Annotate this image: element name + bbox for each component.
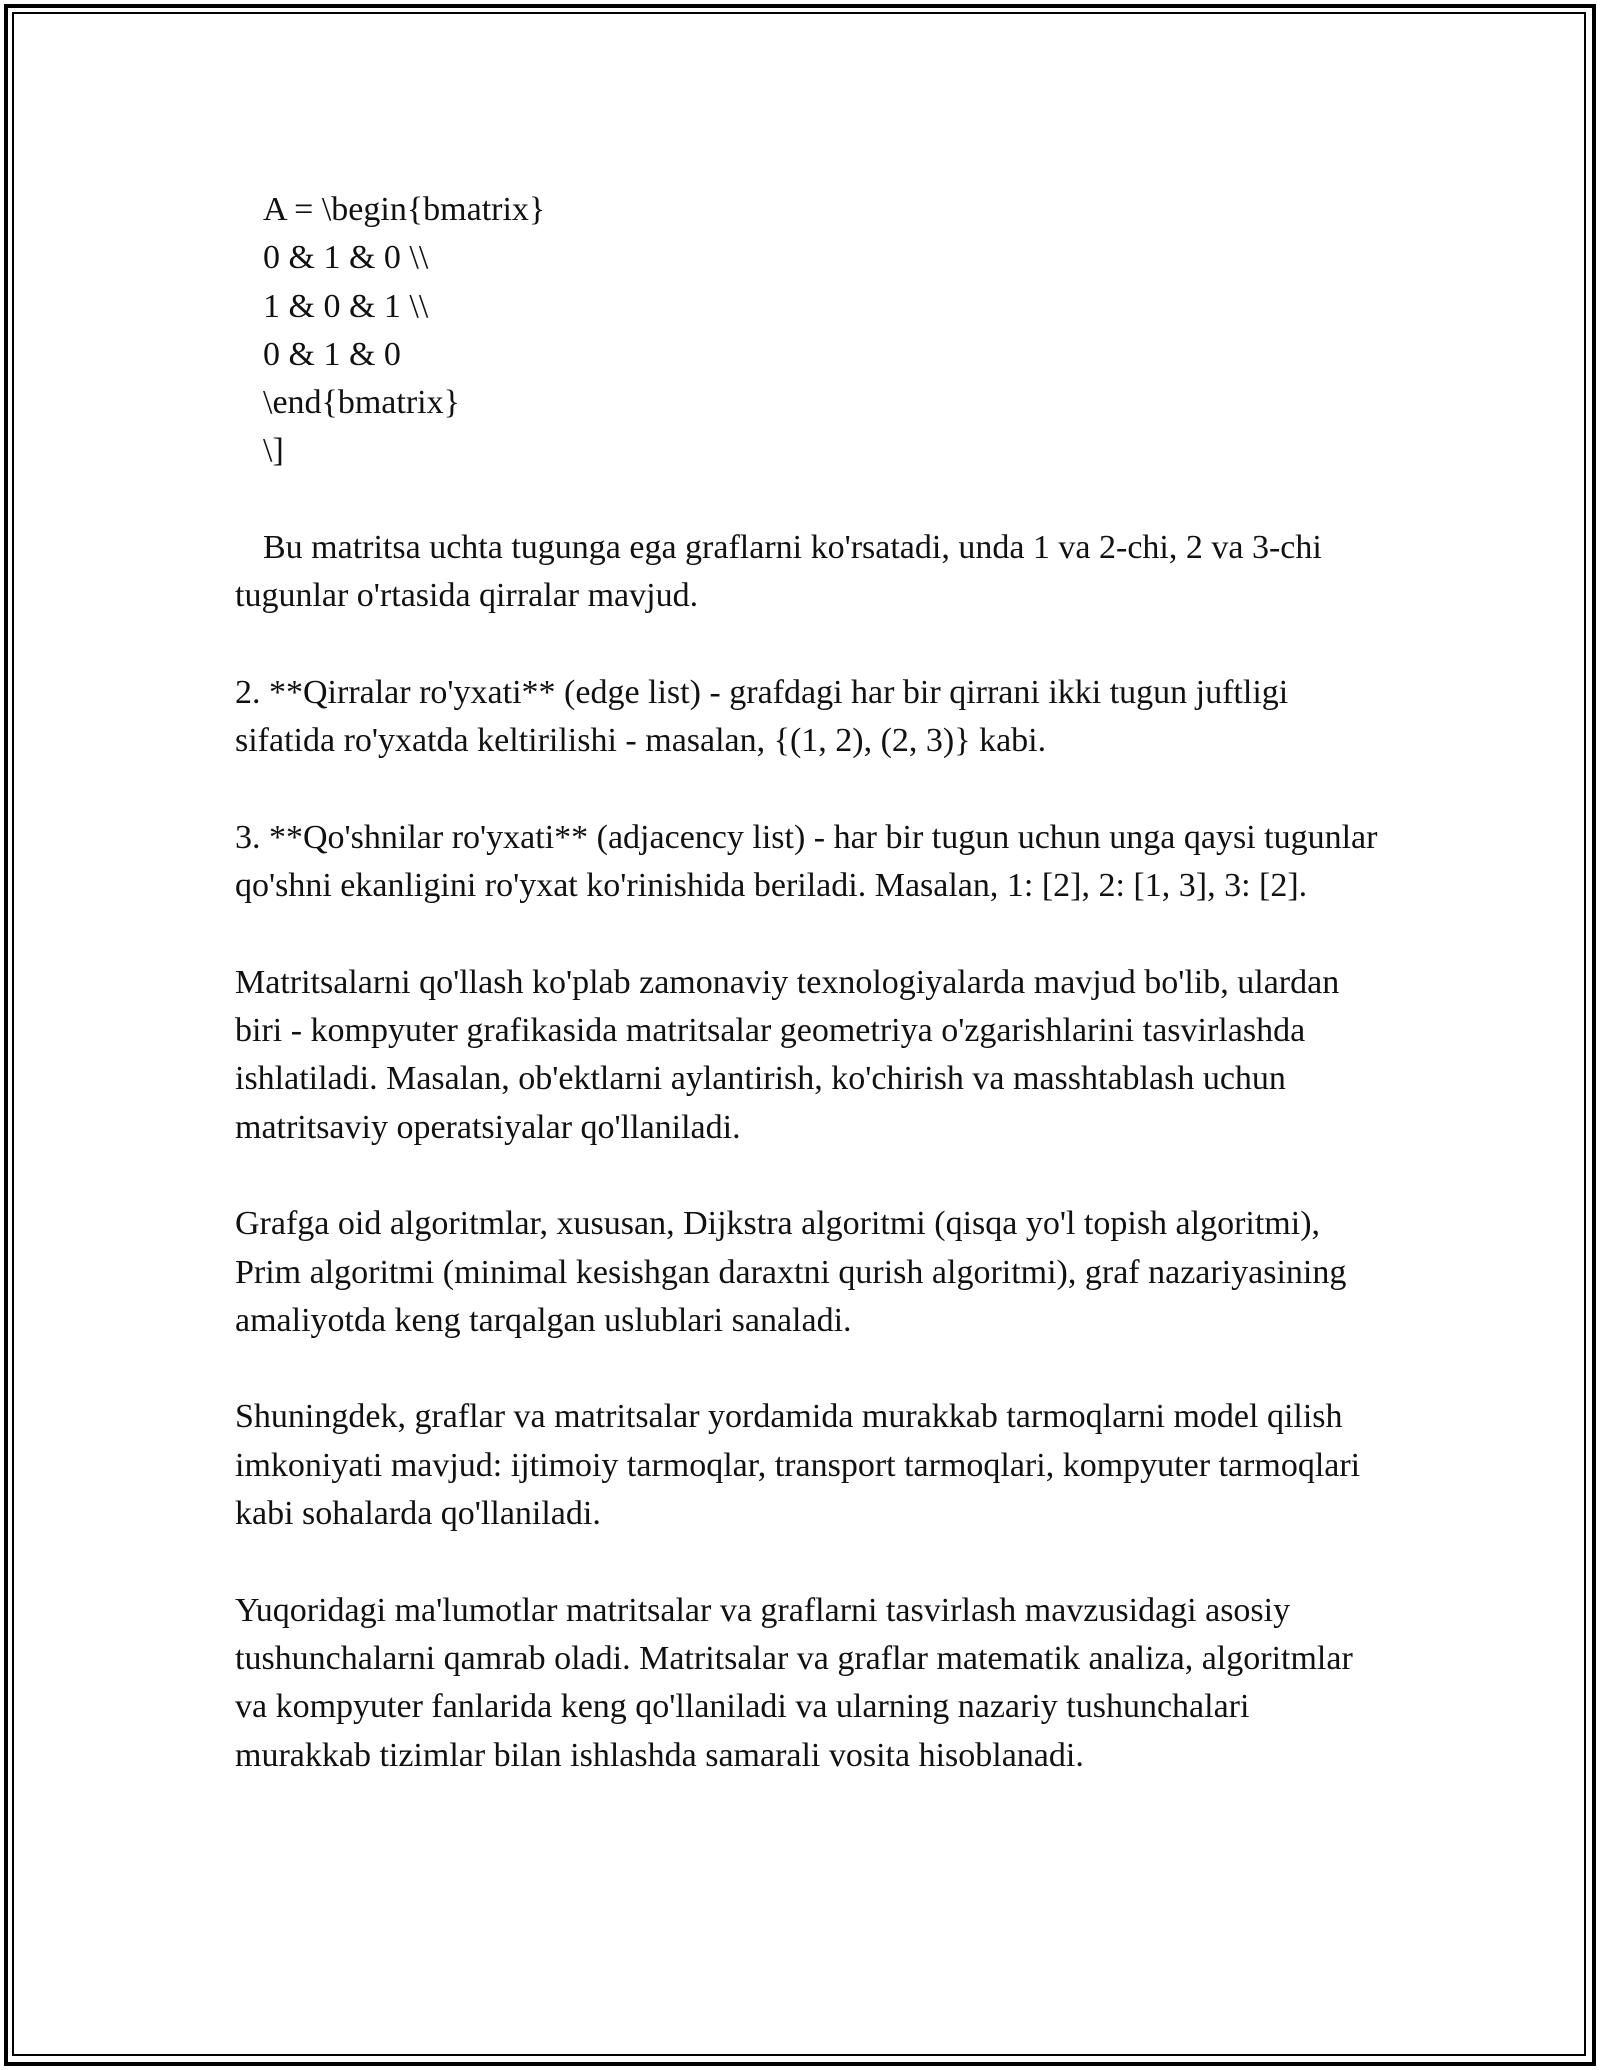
code-line: 0 & 1 & 0 <box>263 335 401 373</box>
code-line: \end{bmatrix} <box>263 384 460 422</box>
code-line: 0 & 1 & 0 \\ <box>263 239 429 277</box>
matrix-applications-paragraph: Matritsalarni qo'llash ko'plab zamonaviy texnologiyalarda mavjud bo'lib, ulardan biri - kompyuter grafikasida matritsalar geometriya o'zgarishlarini tasvirlashda ishlatiladi. Masalan, ob'ektlarni aylantirish, ko'chirish va masshtablash uchun matritsaviy operatsiyalar qo'llaniladi. <box>235 963 1340 1146</box>
summary-paragraph: Yuqoridagi ma'lumotlar matritsalar va graflarni tasvirlash mavzusidagi asosiy tushunchalarni qamrab oladi. Matritsalar va graflar matematik analiza, algoritmlar va kompyuter fanlarida keng qo'llaniladi va ularning nazariy tushunchalari murakkab tizimlar bilan ishlashda samarali vosita hisoblanadi. <box>235 1591 1353 1774</box>
code-line: 1 & 0 & 1 \\ <box>263 287 429 325</box>
network-modeling-paragraph: Shuningdek, graflar va matritsalar yordamida murakkab tarmoqlarni model qilish imkoniyati mavjud: ijtimoiy tarmoqlar, transport tarmoqlari, kompyuter tarmoqlari kabi sohalarda qo'llaniladi. <box>235 1398 1361 1533</box>
code-line: A = \begin{bmatrix} <box>263 191 546 228</box>
code-line: \] <box>263 432 284 470</box>
document-body <box>235 186 1380 1828</box>
adjacency-list-paragraph: 3. **Qo'shnilar ro'yxati** (adjacency list) - har bir tugun uchun unga qaysi tugunlar qo'shni ekanligini ro'yxat ko'rinishida beriladi. Masalan, 1: [2], 2: [1, 3], 3: [2]. <box>235 818 1378 905</box>
edge-list-paragraph: 2. **Qirralar ro'yxati** (edge list) - grafdagi har bir qirrani ikki tugun juftligi sifatida ro'yxatda keltirilishi - masalan, {(1, 2), (2, 3)} kabi. <box>235 673 1289 760</box>
matrix-explanation-paragraph: Bu matritsa uchta tugunga ega graflarni ko'rsatadi, unda 1 va 2-chi, 2 va 3-chi tugunlar o'rtasida qirralar mavjud. <box>235 529 1322 615</box>
matrix-code-block <box>235 186 1380 476</box>
graph-algorithms-paragraph: Grafga oid algoritmlar, xususan, Dijkstra algoritmi (qisqa yo'l topish algoritmi), Prim algoritmi (minimal kesishgan daraxtni qurish algoritmi), graf nazariyasining amaliyotda keng tarqalgan uslublari sanaladi. <box>235 1205 1347 1339</box>
